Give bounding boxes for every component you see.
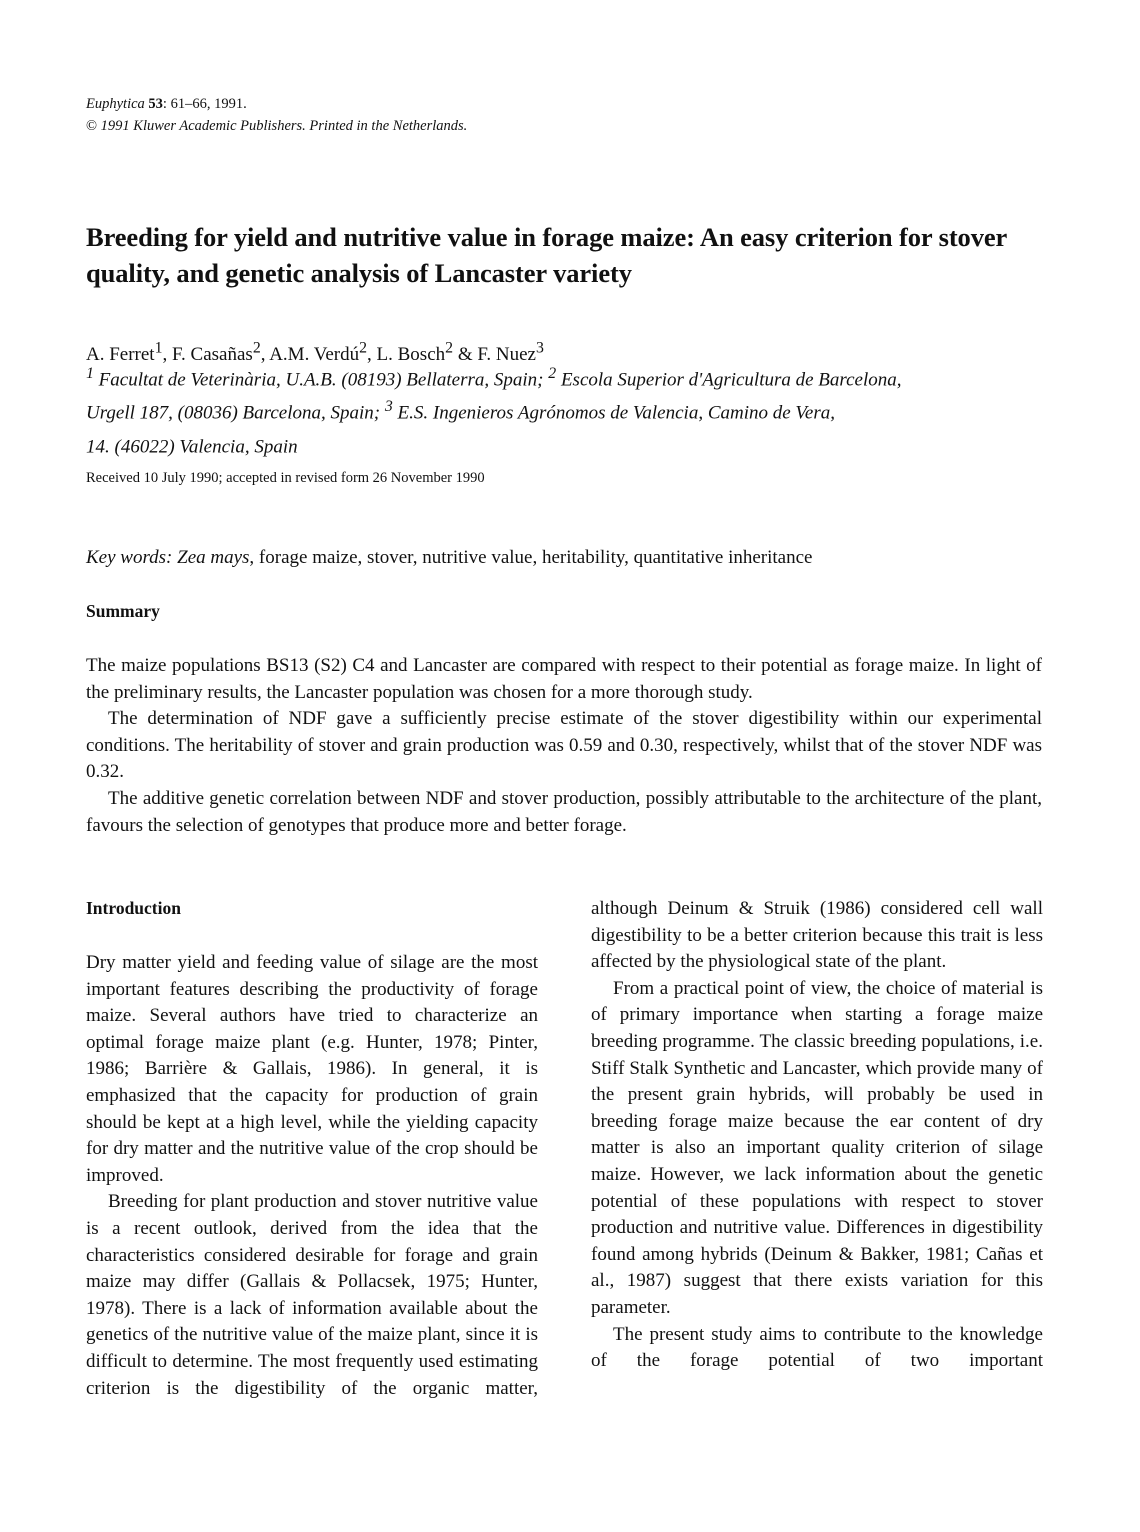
summary-paragraph: The determination of NDF gave a sufficiently precise estimate of the stover digestibility within our experimental conditions. The heritability of stover and grain production was 0.59 and 0.30, respectively, whilst that of the stover NDF was 0.32. <box>86 708 1042 783</box>
journal-volume: 53 <box>148 96 163 112</box>
affiliation-line: Urgell 187, (08036) Barcelona, Spain; $^3$ E.S. Ingenieros Agrónomos de Valencia, Camino de Vera, <box>86 398 836 424</box>
author: F. Nuez$^3$ <box>477 340 544 366</box>
author: F. Casañas$^2$, <box>172 340 270 366</box>
author: L. Bosch$^2$ & <box>376 340 478 366</box>
journal-header <box>86 93 467 137</box>
journal-name: Euphytica <box>86 96 145 112</box>
received-dates: Received 10 July 1990; accepted in revised form 26 November 1990 <box>86 470 485 486</box>
intro-column-right <box>591 896 1043 1375</box>
keywords <box>86 545 812 571</box>
article-title: Breeding for yield and nutritive value in forage maize: An easy criterion for stover quality, and genetic analysis of Lancaster variety <box>86 222 1007 288</box>
intro-paragraph: although Deinum & Struik (1986) considered cell wall digestibility to be a better criterion because this trait is less affected by the physiological state of the plant. <box>591 898 1043 973</box>
copyright-symbol: © <box>86 118 98 134</box>
summary-paragraph: The additive genetic correlation between NDF and stover production, possibly attributable to the architecture of the plant, favours the selection of genotypes that produce more and better forage. <box>86 787 1042 836</box>
intro-paragraph: The present study aims to contribute to the knowledge of the forage potential of two important <box>591 1323 1043 1372</box>
copyright-line <box>86 115 467 137</box>
author: A.M. Verdú$^2$, <box>269 340 377 366</box>
keywords-label: Key words: Zea mays <box>86 547 250 568</box>
intro-column-left <box>86 950 538 1402</box>
summary-heading: Summary <box>86 601 160 621</box>
intro-paragraph: Dry matter yield and feeding value of silage are the most important features describing the productivity of forage maize. Several authors have tried to characterize an optimal forage maize plant (e.g. Hunter, 1978; Pinter, 1986; Barrière & Gallais, 1986). In general, it is emphasized that the capacity for production of grain should be kept at a high level, while the yielding capacity for dry matter and the nutritive value of the crop should be improved. <box>86 952 538 1186</box>
summary-body <box>86 653 1042 839</box>
introduction-heading: Introduction <box>86 898 181 918</box>
keywords-list: , forage maize, stover, nutritive value, heritability, quantitative inheritance <box>249 547 813 568</box>
affiliation-line: 14. (46022) Valencia, Spain <box>86 435 298 457</box>
journal-pages-year: : 61–66, 1991. <box>162 96 247 112</box>
copyright-text: 1991 Kluwer Academic Publishers. Printed in the Netherlands. <box>100 118 468 134</box>
intro-paragraph: From a practical point of view, the choice of material is of primary importance when starting a forage maize breeding programme. The classic breeding populations, i.e. Stiff Stalk Synthetic and Lancaster, which provide many of the present grain hybrids, will probably be used in breeding forage maize because the ear content of dry matter is also an important quality criterion of silage maize. However, we lack information about the genetic potential of these populations with respect to stover production and nutritive value. Differences in digestibility found among hybrids (Deinum & Bakker, 1981; Cañas et al., 1987) suggest that there exists variation for this parameter. <box>591 977 1043 1318</box>
affiliation-line: $^1$ Facultat de Veterinària, U.A.B. (08193) Bellaterra, Spain; $^2$ Escola Superior d'Agricultura de Barcelona, <box>86 365 902 391</box>
affiliations <box>86 360 1076 460</box>
citation-line <box>86 93 467 115</box>
intro-paragraph: Breeding for plant production and stover nutritive value is a recent outlook, derived from the idea that the characteristics considered desirable for forage and grain maize may differ (Gallais & Pollacsek, 1975; Hunter, 1978). There is a lack of information available about the genetics of the nutritive value of the maize plant, since it is difficult to determine. The most frequently used estimating criterion is the digestibility of the organic matter, <box>86 1191 538 1399</box>
summary-paragraph: The maize populations BS13 (S2) C4 and Lancaster are compared with respect to their potential as forage maize. In light of the preliminary results, the Lancaster population was chosen for a more thorough study. <box>86 655 1042 703</box>
author: A. Ferret$^1$, <box>86 340 173 366</box>
